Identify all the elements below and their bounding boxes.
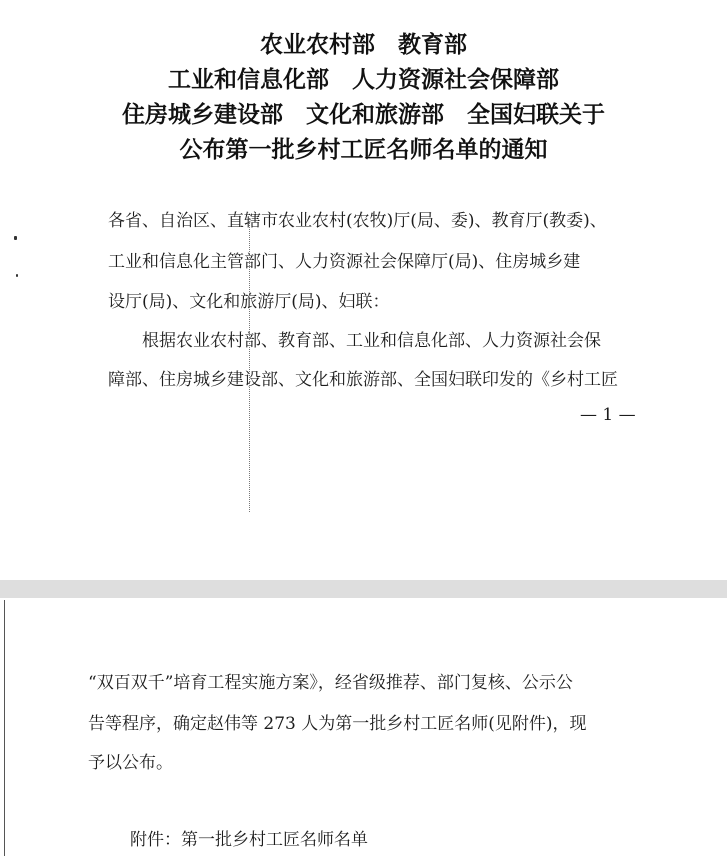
scan-speck (16, 274, 18, 277)
body-line-1: 各省、自治区、直辖市农业农村(农牧)厅(局、委)、教育厅(教委)、 (108, 211, 607, 231)
scan-edge-line (4, 600, 5, 856)
body-line-2: 工业和信息化主管部门、人力资源社会保障厅(局)、住房城乡建 (108, 252, 581, 272)
body-line-5: 障部、住房城乡建设部、文化和旅游部、全国妇联印发的《乡村工匠 (108, 370, 618, 390)
scan-speck (14, 236, 17, 240)
title-line-1: 农业农村部 教育部 (260, 32, 467, 58)
body-line-3: 设厅(局)、文化和旅游厅(局)、妇联： (108, 292, 390, 312)
page-number: — 1 — (580, 405, 636, 425)
page2-line-1: “双百双千”培育工程实施方案》，经省级推荐、部门复核、公示公 (88, 673, 573, 693)
title-line-2: 工业和信息化部 人力资源社会保障部 (168, 67, 559, 93)
page-separator (0, 580, 727, 598)
scan-fold-line (249, 218, 250, 512)
page2-line-3: 予以公布。 (88, 753, 173, 773)
title-line-4: 公布第一批乡村工匠名师名单的通知 (179, 137, 548, 163)
title-line-3: 住房城乡建设部 文化和旅游部 全国妇联关于 (122, 102, 605, 128)
body-line-4: 根据农业农村部、教育部、工业和信息化部、人力资源社会保 (108, 331, 601, 351)
attachment-line: 附件：第一批乡村工匠名师名单 (130, 830, 368, 850)
page2-line-2: 告等程序，确定赵伟等 273 人为第一批乡村工匠名师(见附件)，现 (88, 714, 587, 734)
